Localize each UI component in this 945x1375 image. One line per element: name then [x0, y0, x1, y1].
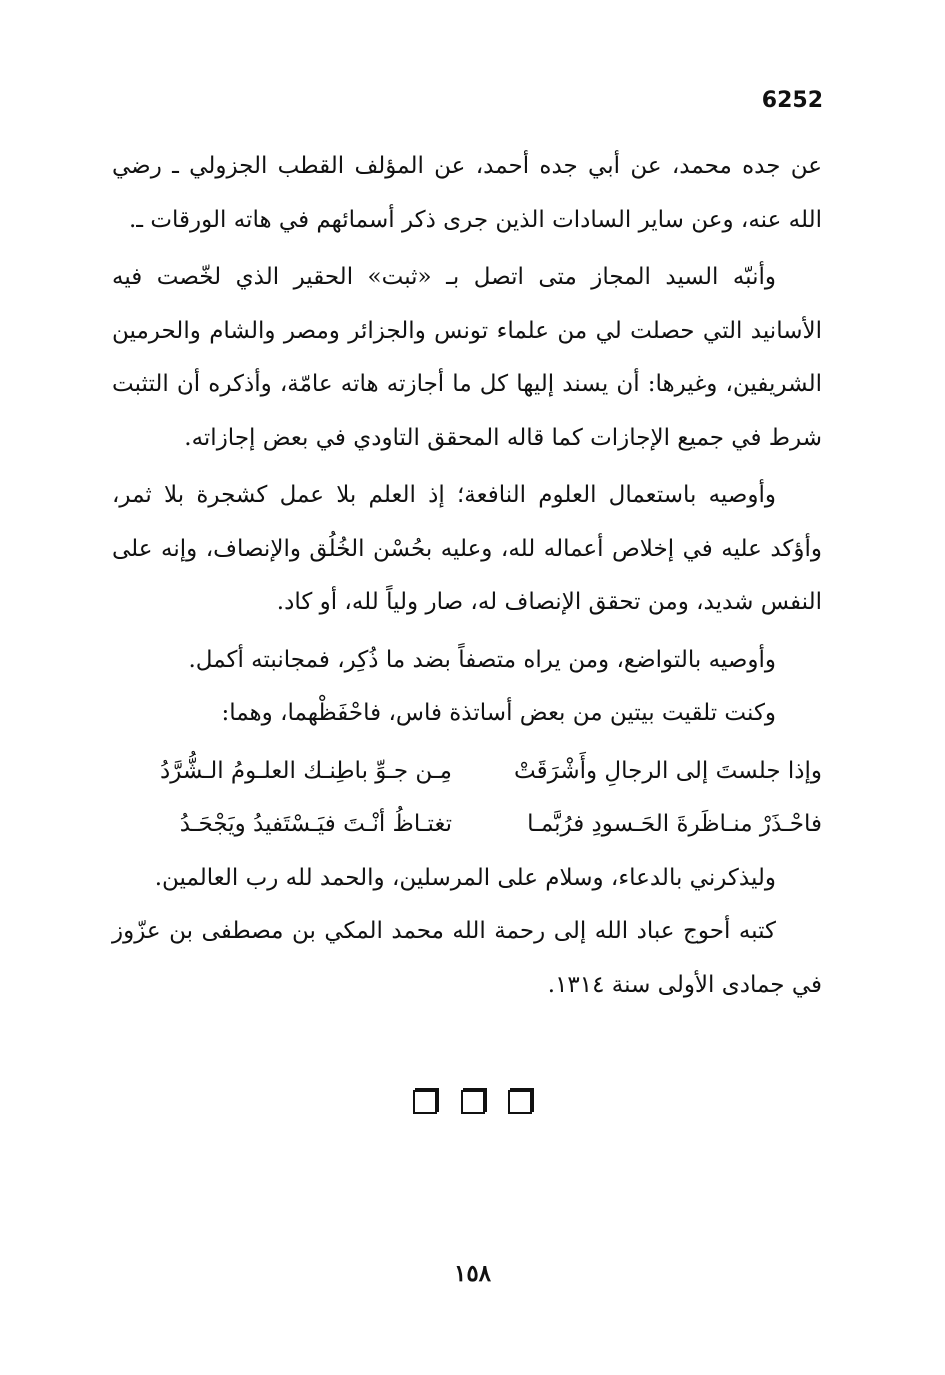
verse-line: [112, 798, 822, 852]
verse-line: [112, 745, 822, 799]
paragraph-thabat-note: وأنبّه السيد المجاز متى اتصل بـ «ثبت» الحقير الذي لخّصت فيه الأسانيد التي حصلت لي من علماء تونس والجزائر ومصر والشام والحرمين الشريفين، وغيرها: أن يسند إليها كل ما أجازته هاته عامّة، وأذكره أن التثبت شرط في جميع الإجازات كما قاله المحقق التاودي في بعض إجازاته.: [112, 264, 822, 451]
paragraph-chain-of-transmission: عن جده محمد، عن أبي جده أحمد، عن المؤلف القطب الجزولي ـ رضي الله عنه، وعن ساير السادات الذين جرى ذكر أسمائهم في هاته الورقات ـ.: [112, 153, 822, 233]
page-reference-number: 6252: [761, 88, 823, 113]
separator-square-icon: [461, 1090, 485, 1114]
page-number: ١٥٨: [453, 1260, 492, 1287]
paragraph-signature: كتبه أحوج عباد الله إلى رحمة الله محمد المكي بن مصطفى بن عزّوز في جمادى الأولى سنة ١٣١٤.: [112, 918, 822, 998]
separator-square-icon: [413, 1090, 437, 1114]
paragraph-verses-intro: وكنت تلقيت بيتين من بعض أساتذة فاس، فاحْفَظْهما، وهما:: [221, 700, 776, 726]
section-separator: [0, 1090, 945, 1114]
paragraph-advice-humility: وأوصيه بالتواضع، ومن يراه متصفاً بضد ما ذُكِر، فمجانبته أكمل.: [188, 646, 776, 673]
verse-first-hemistich: فاحْـذَرْ منـاظَرةَ الحَـسودِ فرُبَّمـا: [527, 811, 822, 837]
paragraph-closing-prayer: وليذكرني بالدعاء، وسلام على المرسلين، والحمد لله رب العالمين.: [154, 864, 776, 891]
separator-square-icon: [508, 1090, 532, 1114]
verse-second-hemistich: تغتـاظُ أنْـتَ فيَـسْتَفيدُ ويَجْحَـدُ: [179, 811, 452, 837]
document-body: [112, 140, 822, 1016]
verse-second-hemistich: مِـن جـوِّ باطِنـك العلـومُ الـشُّرَّدُ: [160, 757, 452, 784]
paragraph-advice-knowledge: وأوصيه باستعمال العلوم النافعة؛ إذ العلم بلا عمل كشجرة بلا ثمر، وأؤكد عليه في إخلاص أعماله لله، وعليه بحُسْن الخُلُق والإنصاف، وإنه على النفس شديد، ومن تحقق الإنصاف له، صار ولياً لله، أو كاد.: [112, 482, 822, 615]
verse-first-hemistich: وإذا جلستَ إلى الرجالِ وأَشْرَقَتْ: [514, 757, 822, 784]
